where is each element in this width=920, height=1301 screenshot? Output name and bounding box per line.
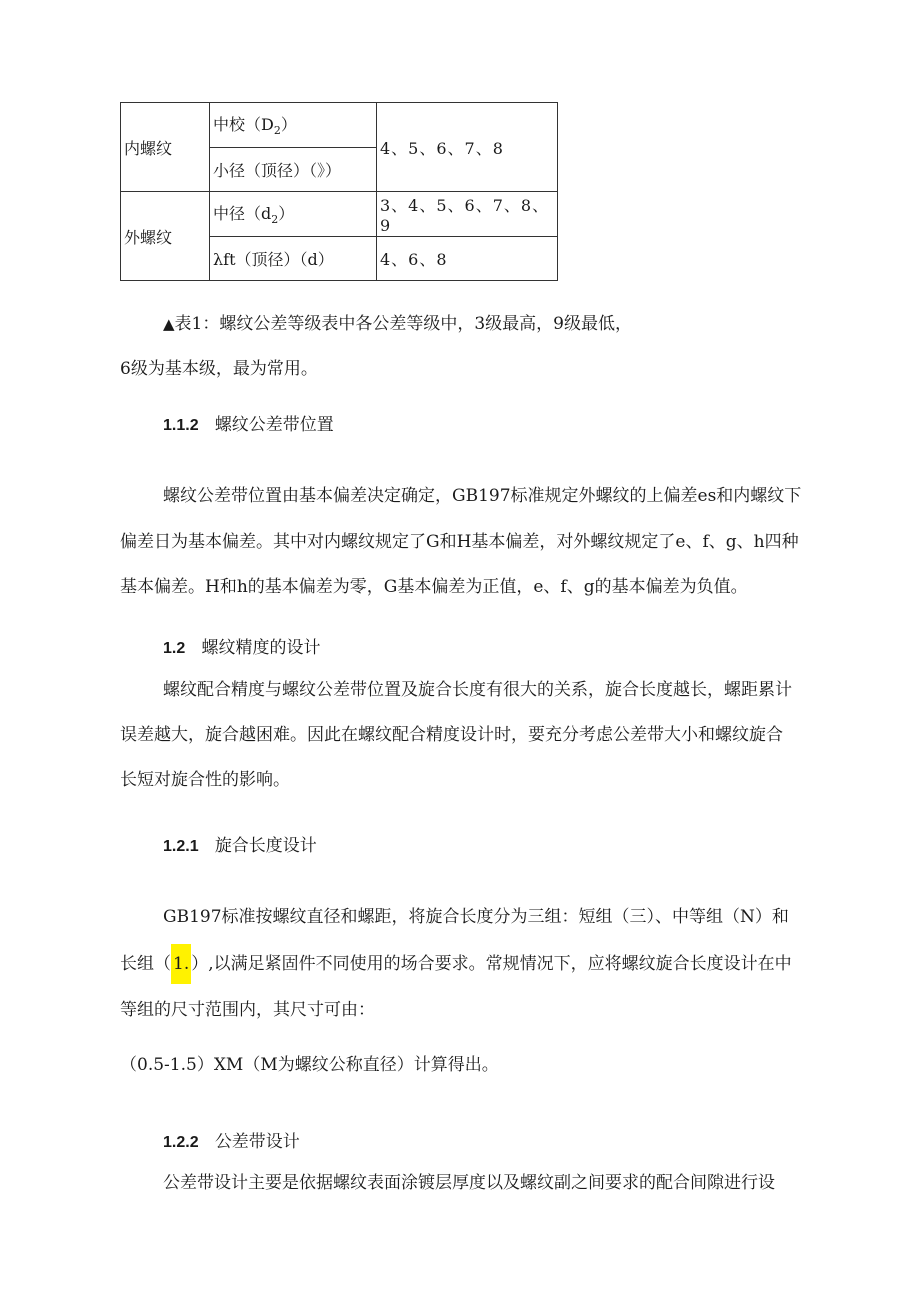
tolerance-grade-table: [120, 102, 558, 281]
external-major-grades-cell: 4、6、8: [377, 236, 558, 281]
internal-grades-cell: 4、5、6、7、8: [377, 103, 558, 192]
highlighted-text: 1.: [171, 944, 191, 984]
external-pitch-grades-cell: 3、4、5、6、7、8、9: [377, 192, 558, 237]
paragraph-line: 等组的尺寸范围内，其尺寸可由：: [120, 1000, 375, 1020]
paragraph-line: 螺纹公差带位置由基本偏差决定确定，GB197标准规定外螺纹的上偏差es和内螺纹下: [163, 486, 802, 506]
paragraph-line: GB197标准按螺纹直径和螺距，将旋合长度分为三组：短组（三）、中等组（N）和: [163, 907, 789, 927]
paragraph-line: （0.5-1.5）XM（M为螺纹公称直径）计算得出。: [120, 1055, 499, 1075]
section-heading-1-2-2: 1.2.2 公差带设计: [163, 1132, 300, 1152]
external-pitch-diameter-cell: 中径$(d_2)$: [210, 192, 377, 237]
paragraph-line: 偏差日为基本偏差。其中对内螺纹规定了G和H基本偏差，对外螺纹规定了e、f、g、h四种: [120, 532, 799, 552]
table-caption-line1: ▲表1：螺纹公差等级表中各公差等级中，3级最高，9级最低，: [163, 314, 632, 334]
table-caption-line2: 6级为基本级，最为常用。: [120, 359, 318, 379]
paragraph-line: 公差带设计主要是依据螺纹表面涂镀层厚度以及螺纹副之间要求的配合间隙进行设: [163, 1173, 775, 1193]
paragraph-line: 误差越大，旋合越困难。因此在螺纹配合精度设计时，要充分考虑公差带大小和螺纹旋合: [120, 725, 783, 745]
section-heading-1-2: 1.2 螺纹精度的设计: [163, 638, 321, 658]
external-major-diameter-cell: λft（顶径）（d）: [210, 236, 377, 281]
internal-thread-label: 内螺纹: [121, 103, 210, 192]
external-thread-label: 外螺纹: [121, 192, 210, 281]
internal-minor-diameter-cell: 小径（顶径）（》）: [210, 147, 377, 192]
section-heading-1-1-2: 1.1.2 螺纹公差带位置: [163, 415, 334, 435]
section-heading-1-2-1: 1.2.1 旋合长度设计: [163, 836, 317, 856]
paragraph-line: 长组（ 1. ）,以满足紧固件不同使用的场合要求。常规情况下，应将螺纹旋合长度设计在中: [120, 942, 792, 987]
paragraph-line: 长短对旋合性的影响。: [120, 770, 290, 790]
paragraph-line: 螺纹配合精度与螺纹公差带位置及旋合长度有很大的关系，旋合长度越长，螺距累计: [163, 680, 792, 700]
paragraph-line: 基本偏差。H和h的基本偏差为零，G基本偏差为正值，e、f、g的基本偏差为负值。: [120, 577, 748, 597]
triangle-icon: ▲: [163, 315, 175, 333]
internal-pitch-diameter-cell: 中校$(D_2)$: [210, 103, 377, 148]
